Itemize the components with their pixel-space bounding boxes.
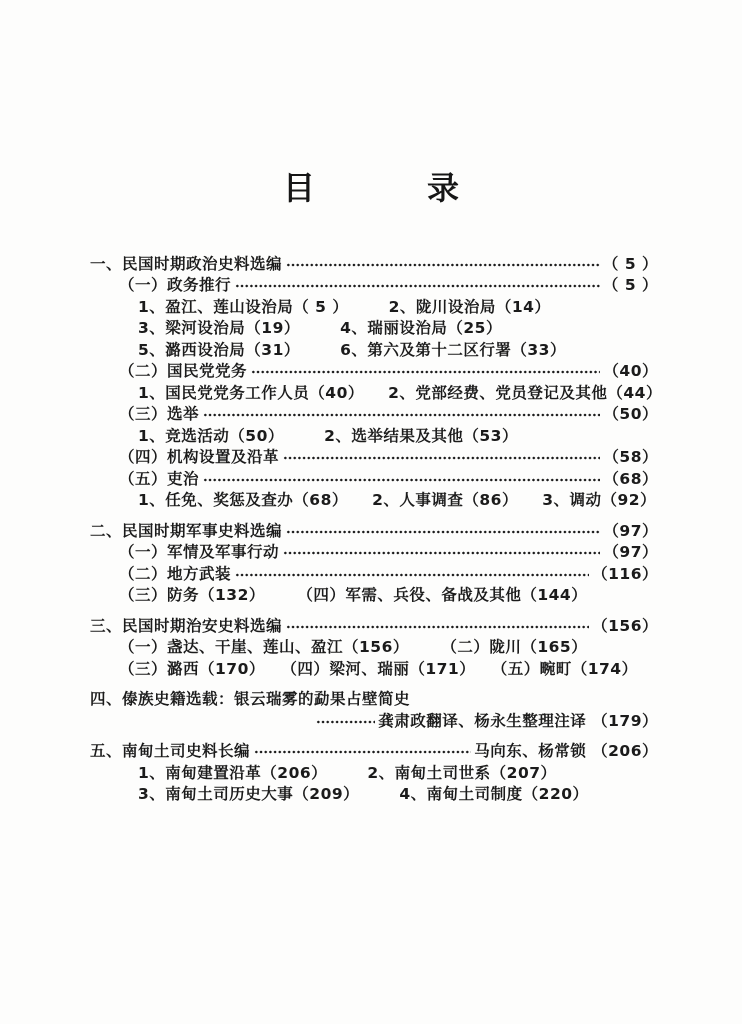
toc-page-number: （58） bbox=[603, 448, 658, 467]
toc-entry-text: 1、南甸建置沿革（206） 2、南甸土司世系（207） bbox=[138, 763, 557, 782]
page-title-char-right: 录 bbox=[427, 169, 460, 207]
toc-entry-text: （一）军情及军事行动 bbox=[119, 543, 280, 562]
toc-entry-text: （三）防务（132） （四）军需、兵役、备战及其他（144） bbox=[119, 586, 588, 605]
toc-line bbox=[90, 295, 658, 317]
toc-line bbox=[90, 403, 658, 425]
toc-line bbox=[90, 688, 658, 710]
dot-leader bbox=[316, 709, 375, 731]
toc-line bbox=[90, 489, 658, 511]
toc-entry-text: 1、盈江、莲山设治局（ 5 ） 2、陇川设治局（14） bbox=[138, 297, 551, 316]
toc-line bbox=[90, 338, 658, 360]
toc-entry-text: （二）地方武装 bbox=[119, 564, 232, 583]
toc-line bbox=[90, 584, 658, 606]
toc-entry-text: （三）潞西（170） （四）梁河、瑞丽（171） （五）畹町（174） bbox=[119, 659, 638, 678]
toc-entry-text: 五、南甸土司史料长编 bbox=[90, 742, 251, 761]
toc-entry-text: 3、南甸土司历史大事（209） 4、南甸土司制度（220） bbox=[138, 785, 589, 804]
toc-entry-authors: 龚肃政翻译、杨永生整理注译 bbox=[378, 711, 593, 730]
toc-line bbox=[90, 761, 658, 783]
toc-entry-text: 5、潞西设治局（31） 6、第六及第十二区行署（33） bbox=[138, 340, 566, 359]
toc-line bbox=[90, 467, 658, 489]
toc-line bbox=[90, 519, 658, 541]
toc-entry-text: 四、傣族史籍选载：银云瑞雾的勐果占壁简史 bbox=[90, 690, 411, 709]
page-title-char-left: 目 bbox=[282, 169, 315, 207]
toc-entry-text: 3、梁河设治局（19） 4、瑞丽设治局（25） bbox=[138, 319, 502, 338]
toc-line bbox=[90, 740, 658, 762]
dot-leader bbox=[283, 541, 600, 563]
toc-entry-authors: 马向东、杨常锁 bbox=[474, 742, 593, 761]
toc-line bbox=[90, 709, 658, 731]
toc-list bbox=[90, 252, 662, 804]
toc-page-number: （68） bbox=[603, 469, 658, 488]
dot-leader bbox=[251, 360, 600, 382]
dot-leader bbox=[203, 403, 600, 425]
toc-line bbox=[90, 274, 658, 296]
dot-leader bbox=[286, 614, 589, 636]
toc-entry-text: 1、竞选活动（50） 2、选举结果及其他（53） bbox=[138, 426, 518, 445]
toc-entry-text: （五）吏治 bbox=[119, 469, 200, 488]
page-title bbox=[0, 170, 742, 206]
toc-page-number: （206） bbox=[592, 742, 658, 761]
dot-leader bbox=[286, 519, 600, 541]
toc-line bbox=[90, 636, 658, 658]
toc-page-number: （179） bbox=[592, 711, 658, 730]
toc-entry-text: （一）盏达、干崖、莲山、盈江（156） （二）陇川（165） bbox=[119, 638, 588, 657]
toc-line bbox=[90, 562, 658, 584]
toc-line bbox=[90, 614, 658, 636]
toc-page-number: （156） bbox=[592, 616, 658, 635]
toc-page-number: （97） bbox=[603, 543, 658, 562]
toc-entry-text: （四）机构设置及沿革 bbox=[119, 448, 280, 467]
toc-entry-text: （二）国民党党务 bbox=[119, 362, 248, 381]
dot-leader bbox=[235, 274, 600, 296]
toc-line bbox=[90, 424, 658, 446]
toc-entry-text: （一）政务推行 bbox=[119, 276, 232, 295]
toc-page-number: （97） bbox=[603, 521, 658, 540]
toc-entry-text: 1、国民党党务工作人员（40） 2、党部经费、党员登记及其他（44） bbox=[138, 383, 662, 402]
toc-page-number: （ 5 ） bbox=[602, 276, 658, 295]
toc-line bbox=[90, 381, 662, 403]
toc-page-number: （50） bbox=[603, 405, 658, 424]
toc-entry-text: 三、民国时期治安史料选编 bbox=[90, 616, 283, 635]
toc-page-number: （40） bbox=[603, 362, 658, 381]
toc-page-number: （ 5 ） bbox=[602, 254, 658, 273]
dot-leader bbox=[235, 562, 589, 584]
toc-line bbox=[90, 446, 658, 468]
dot-leader bbox=[283, 446, 600, 468]
toc-page-number: （116） bbox=[592, 564, 658, 583]
toc-entry-text: 1、任免、奖惩及查办（68） 2、人事调查（86） 3、调动（92） bbox=[138, 491, 657, 510]
toc-line bbox=[90, 252, 658, 274]
dot-leader bbox=[286, 252, 600, 274]
dot-leader bbox=[203, 467, 600, 489]
toc-line bbox=[90, 657, 658, 679]
toc-line bbox=[90, 360, 658, 382]
toc-entry-text: 二、民国时期军事史料选编 bbox=[90, 521, 283, 540]
toc-line bbox=[90, 783, 658, 805]
toc-line bbox=[90, 541, 658, 563]
dot-leader bbox=[254, 740, 471, 762]
toc-entry-text: （三）选举 bbox=[119, 405, 200, 424]
toc-line bbox=[90, 317, 658, 339]
toc-entry-text: 一、民国时期政治史料选编 bbox=[90, 254, 283, 273]
